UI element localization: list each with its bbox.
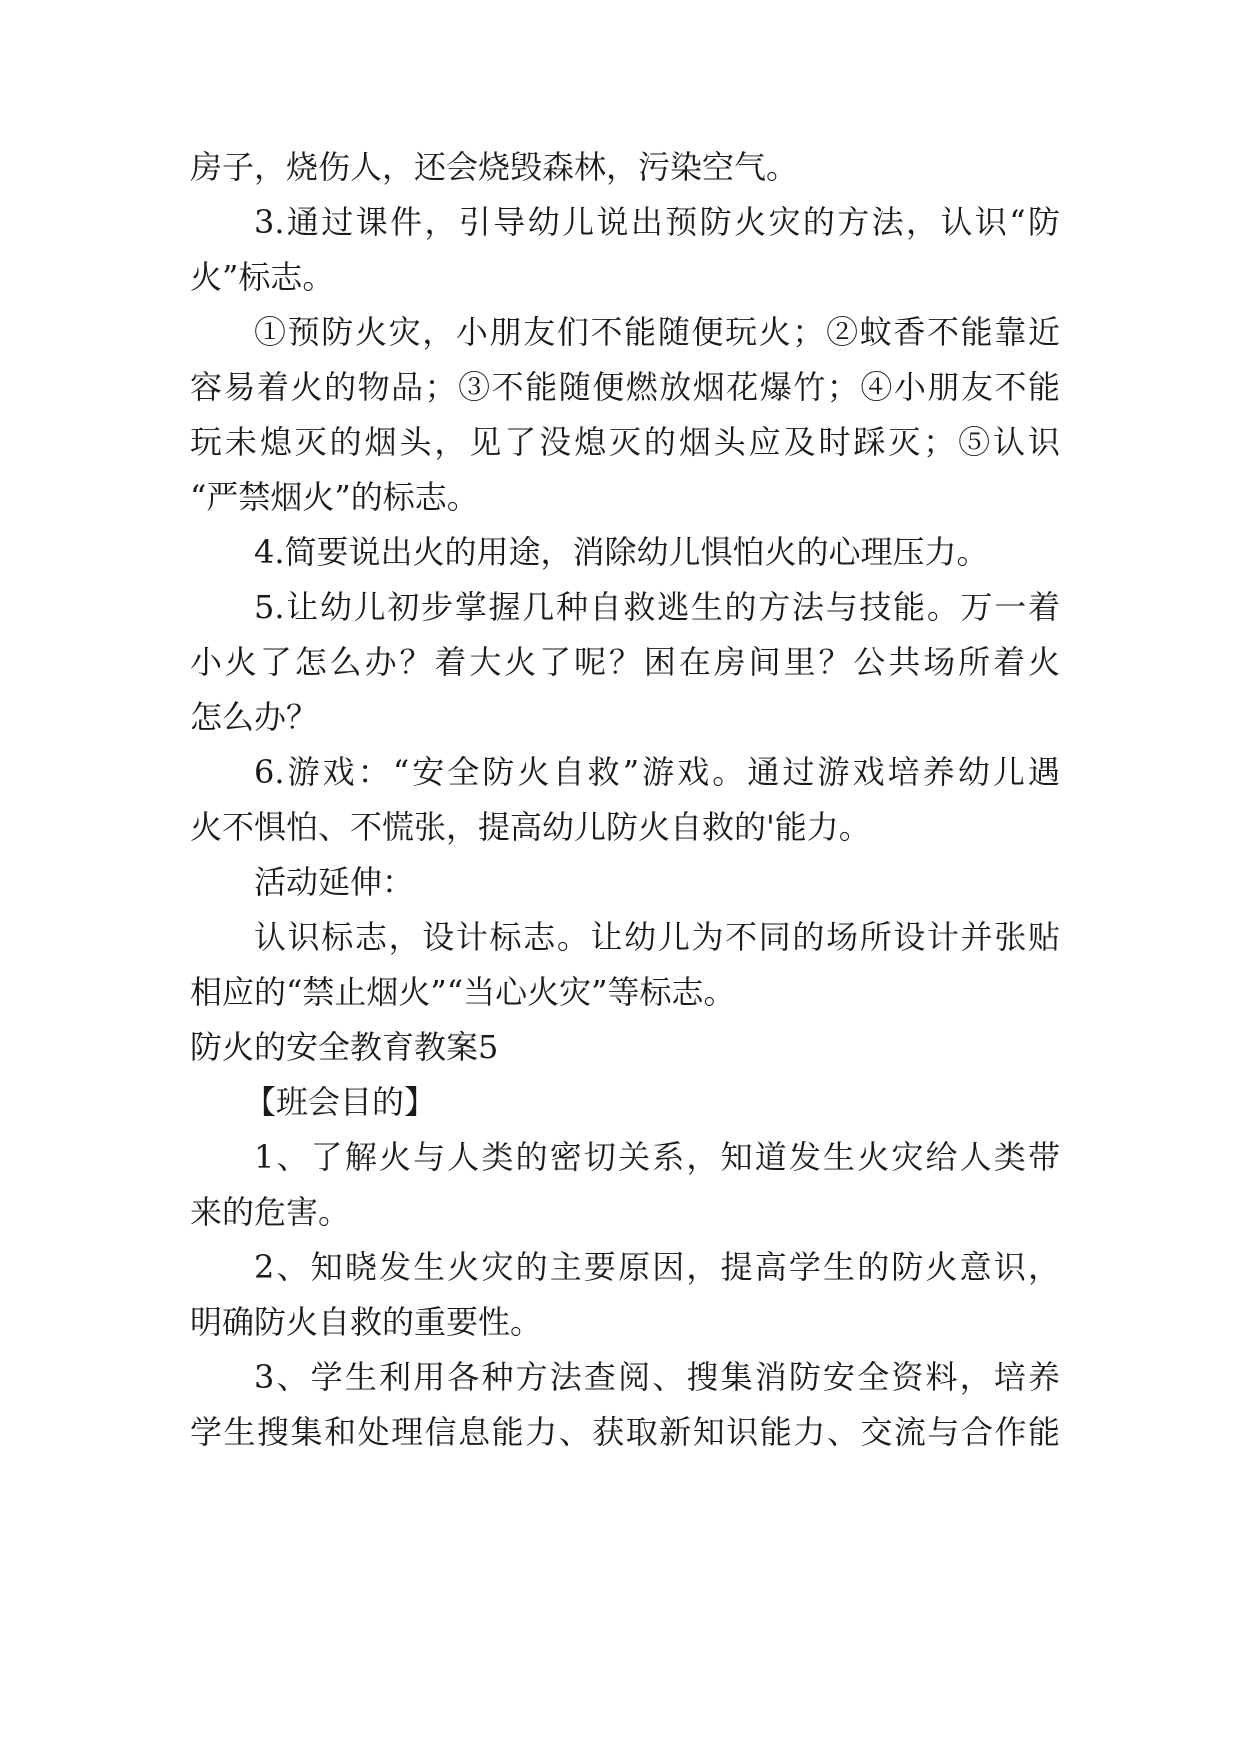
section-label: 活动延伸： xyxy=(254,863,415,901)
paragraph-line: 4.简要说出火的用途，消除幼儿惧怕火的心理压力。 xyxy=(254,533,989,571)
section-label: 【班会目的】 xyxy=(244,1083,437,1121)
paragraph-line: 小火了怎么办？着大火了呢？困在房间里？公共场所着火 xyxy=(190,643,1060,681)
paragraph-line: 1、了解火与人类的密切关系，知道发生火灾给人类带 xyxy=(254,1138,1060,1176)
paragraph-line: 2、知晓发生火灾的主要原因，提高学生的防火意识， xyxy=(254,1248,1060,1286)
paragraph-line: 来的危害。 xyxy=(190,1193,351,1231)
paragraph-line: 认识标志，设计标志。让幼儿为不同的场所设计并张贴 xyxy=(254,918,1060,956)
document-heading: 防火的安全教育教案5 xyxy=(190,1028,499,1066)
paragraph-line: ①预防火灾，小朋友们不能随便玩火；②蚊香不能靠近 xyxy=(254,313,1060,351)
paragraph-line: 3.通过课件，引导幼儿说出预防火灾的方法，认识“防 xyxy=(254,203,1060,241)
paragraph-line: 容易着火的物品；③不能随便燃放烟花爆竹；④小朋友不能 xyxy=(190,368,1060,406)
paragraph-line: 相应的“禁止烟火”“当心火灾”等标志。 xyxy=(190,973,736,1011)
paragraph-line: “严禁烟火”的标志。 xyxy=(190,478,479,516)
paragraph-line: 房子，烧伤人，还会烧毁森林，污染空气。 xyxy=(190,148,799,186)
paragraph-line: 6.游戏：“安全防火自救”游戏。通过游戏培养幼儿遇 xyxy=(254,753,1060,791)
paragraph-line: 火不惧怕、不慌张，提高幼儿防火自救的'能力。 xyxy=(190,808,871,846)
paragraph-line: 学生搜集和处理信息能力、获取新知识能力、交流与合作能 xyxy=(190,1413,1060,1451)
paragraph-line: 怎么办？ xyxy=(190,698,319,736)
paragraph-line: 明确防火自救的重要性。 xyxy=(190,1303,543,1341)
paragraph-line: 3、学生利用各种方法查阅、搜集消防安全资料，培养 xyxy=(254,1358,1060,1396)
paragraph-line: 5.让幼儿初步掌握几种自救逃生的方法与技能。万一着 xyxy=(254,588,1060,626)
paragraph-line: 玩未熄灭的烟头，见了没熄灭的烟头应及时踩灭；⑤认识 xyxy=(190,423,1060,461)
paragraph-line: 火”标志。 xyxy=(190,258,335,296)
